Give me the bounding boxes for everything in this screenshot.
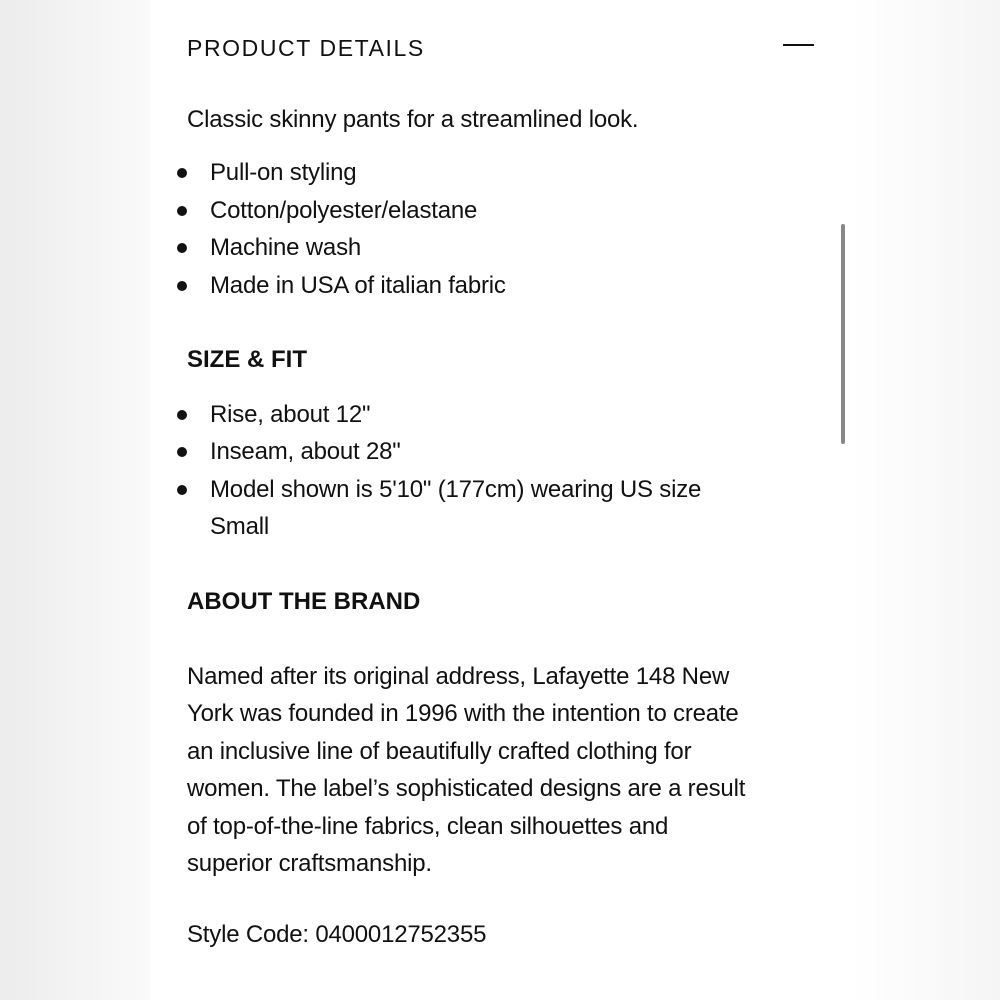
list-item: Cotton/polyester/elastane <box>210 197 478 224</box>
bullet-icon <box>177 206 187 216</box>
list-item-continued: Small <box>210 513 270 540</box>
list-item: Rise, about 12" <box>210 401 371 428</box>
brand-line: an inclusive line of beautifully crafted clothing for <box>187 738 692 765</box>
brand-line: women. The label’s sophisticated designs are a result <box>187 775 746 802</box>
bullet-icon <box>177 447 187 457</box>
bullet-icon <box>177 485 187 495</box>
section-title[interactable]: PRODUCT DETAILS <box>187 35 425 61</box>
list-item: Pull-on styling <box>210 159 357 186</box>
style-code: Style Code: 0400012752355 <box>187 921 487 948</box>
background-left <box>0 0 150 1000</box>
list-item: Inseam, about 28" <box>210 438 401 465</box>
scrollbar[interactable] <box>841 224 845 444</box>
size-fit-heading: SIZE & FIT <box>187 346 307 373</box>
brand-heading: ABOUT THE BRAND <box>187 588 421 615</box>
brand-line: York was founded in 1996 with the intention to create <box>187 700 739 727</box>
background-right <box>850 0 1000 1000</box>
bullet-icon <box>177 281 187 291</box>
bullet-icon <box>177 168 187 178</box>
minus-icon[interactable] <box>783 44 814 46</box>
intro-text: Classic skinny pants for a streamlined look. <box>187 106 639 133</box>
list-item: Model shown is 5'10" (177cm) wearing US size <box>210 476 702 503</box>
brand-line: of top-of-the-line fabrics, clean silhouettes and <box>187 813 669 840</box>
brand-line: superior craftsmanship. <box>187 850 432 877</box>
bullet-icon <box>177 243 187 253</box>
list-item: Made in USA of italian fabric <box>210 272 506 299</box>
brand-line: Named after its original address, Lafayette 148 New <box>187 663 730 690</box>
list-item: Machine wash <box>210 234 362 261</box>
bullet-icon <box>177 410 187 420</box>
